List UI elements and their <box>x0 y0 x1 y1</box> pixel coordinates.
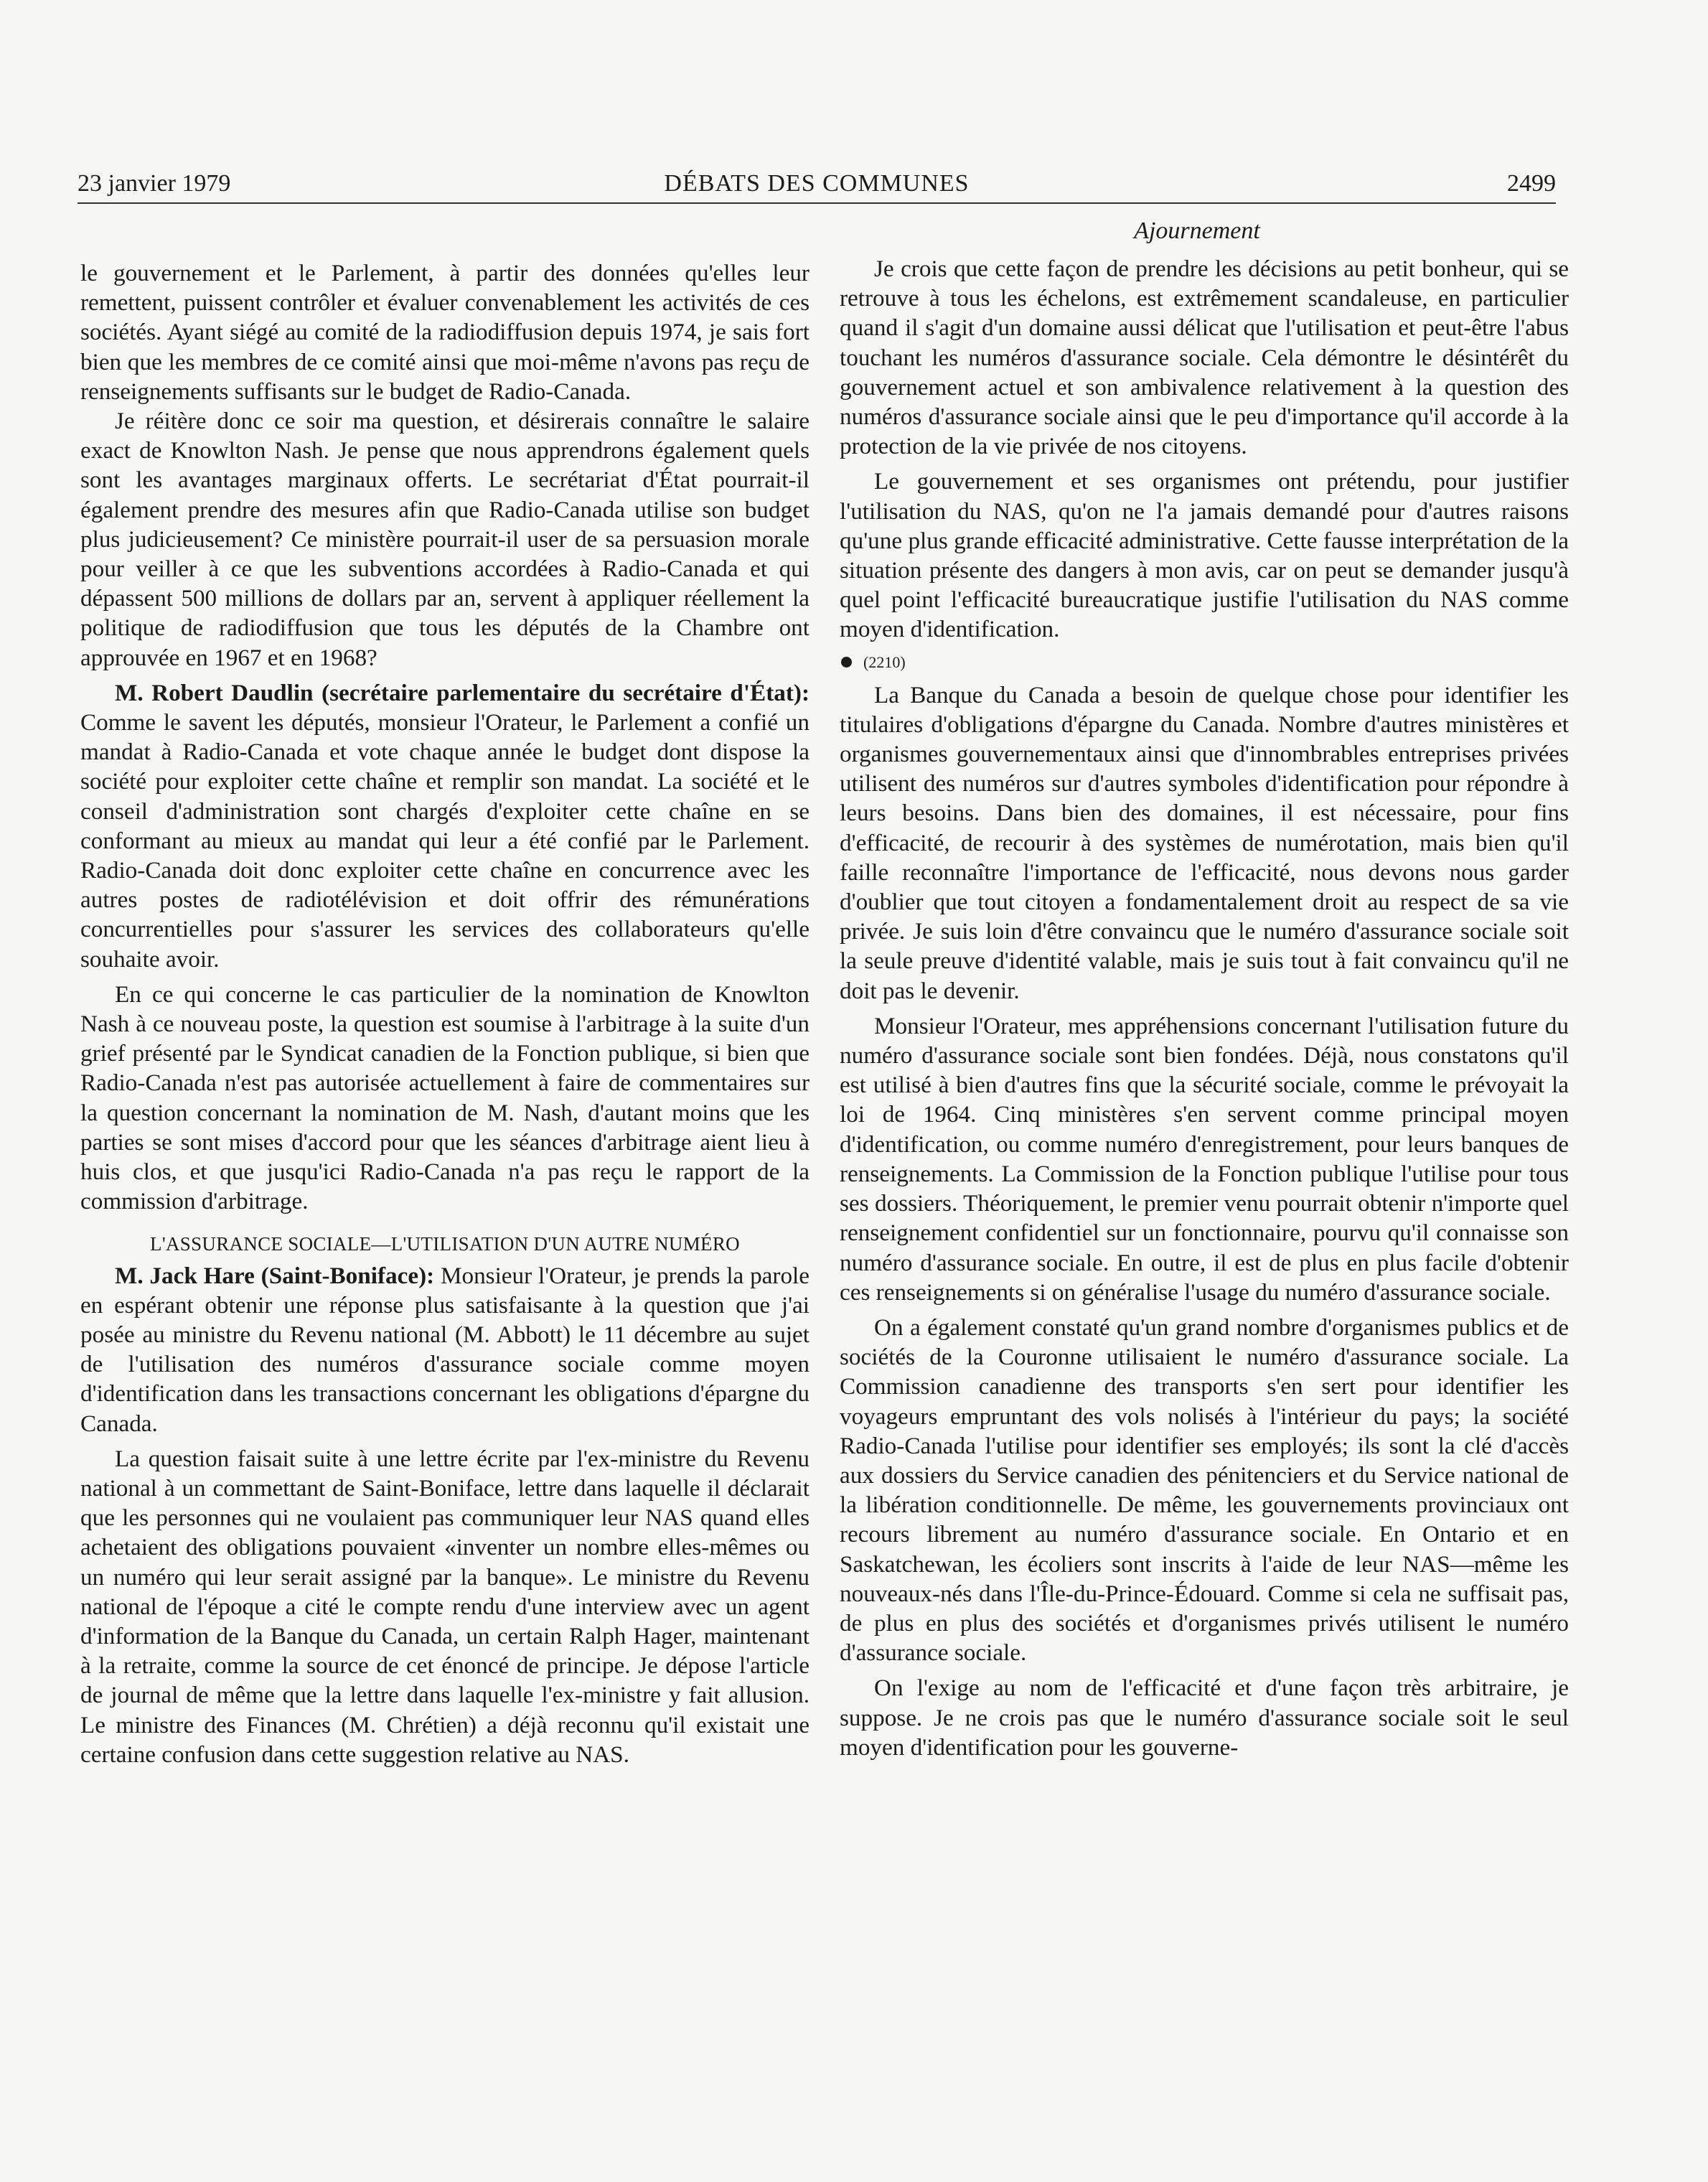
paragraph: Je réitère donc ce soir ma question, et désirerais connaître le salaire exact de Knowlton Nash. Je pense que nous apprendrons également quels sont les avantages marginaux offerts. Le secrétariat d'État pourrait-il également prendre des mesures afin que Radio-Canada utilise son budget plus judicieusement? Ce ministère pourrait-il user de sa persuasion morale pour veiller à ce que les subventions accordées à Radio-Canada et qui dépassent 500 millions de dollars par an, servent à appliquer réellement la politique de radiodiffusion que tous les députés de la Chambre ont approuvée en 1967 et en 1968? <box>80 408 810 671</box>
paragraph: La Banque du Canada a besoin de quelque chose pour identifier les titulaires d'obligations d'épargne du Canada. Nombre d'autres ministères et organismes gouvernementaux ainsi que d'innombrables entreprises privées utilisent des numéros sur d'autres symboles d'identification pour répondre à leurs besoins. Dans bien des domaines, il est nécessaire, pour fins d'efficacité, de recourir à des systèmes de numérotation, mais bien qu'il faille reconnaître l'importance de l'efficacité, nous devons nous garder d'oublier que tout citoyen a fondamentalement droit au respect de sa vie privée. Je suis loin d'être convaincu que le numéro d'assurance sociale soit la seule preuve d'identité valable, mais je suis tout à fait convaincu qu'il ne doit pas le devenir. <box>840 681 1569 1004</box>
speaker-name: M. Robert Daudlin (secrétaire parlementaire du secrétaire d'État): <box>115 679 810 706</box>
section-heading: L'ASSURANCE SOCIALE—L'UTILISATION D'UN AUTRE NUMÉRO <box>150 1232 740 1255</box>
header-date: 23 janvier 1979 <box>78 170 231 197</box>
speech-text: Monsieur l'Orateur, je prends la parole en espérant obtenir une réponse plus satisfaisante à la question que j'ai posée au ministre du Revenu national (M. Abbott) le 11 décembre au sujet de l'utilisation des numéros d'assurance sociale comme moyen d'identification dans les transactions concernant les obligations d'épargne du Canada. <box>80 1262 810 1437</box>
right-column <box>840 254 1569 1762</box>
speech-paragraph <box>80 1261 810 1438</box>
speech-paragraph <box>80 678 810 974</box>
paragraph: On a également constaté qu'un grand nombre d'organismes publics et de sociétés de la Couronne utilisaient le numéro d'assurance sociale. La Commission canadienne des transports s'en sert pour identifier les voyageurs empruntant des vols nolisés à l'intérieur du pays; la société Radio-Canada l'utilise pour identifier ses employés; ils sont la clé d'accès aux dossiers du Service canadien des pénitenciers et du Service national de la libération conditionnelle. De même, les gouvernements provinciaux ont recours librement au numéro d'assurance sociale. En Ontario et en Saskatchewan, les écoliers sont inscrits à l'aide de leur NAS—même les nouveaux-nés dans l'Île-du-Prince-Édouard. Comme si cela ne suffisait pas, de plus en plus des sociétés et d'organismes privés utilisent le numéro d'assurance sociale. <box>840 1314 1569 1667</box>
paragraph: Le gouvernement et ses organismes ont prétendu, pour justifier l'utilisation du NAS, qu'on ne l'a jamais demandé pour d'autres raisons qu'une plus grande efficacité administrative. Cette fausse interprétation de la situation présente des dangers à mon avis, car on peut se demander jusqu'à quel point l'efficacité bureaucratique justifie l'utilisation du NAS comme moyen d'identification. <box>840 468 1569 643</box>
header-title: DÉBATS DES COMMUNES <box>664 170 970 197</box>
paragraph: La question faisait suite à une lettre écrite par l'ex-ministre du Revenu national à un commettant de Saint-Boniface, lettre dans laquelle il déclarait que les personnes qui ne voulaient pas communiquer leur NAS quand elles achetaient des obligations pouvaient «inventer un nombre elles-mêmes ou un numéro qui leur serait assigné par la banque». Le ministre du Revenu national de l'époque a cité le compte rendu d'une interview avec un agent d'information de la Banque du Canada, un certain Ralph Hager, maintenant à la retraite, comme la source de cet énoncé de principe. Je dépose l'article de journal de même que la lettre dans laquelle l'ex-ministre y fait allusion. Le ministre des Finances (M. Chrétien) a déjà reconnu qu'il existait une certaine confusion dans cette suggestion relative au NAS. <box>80 1445 810 1768</box>
paragraph: En ce qui concerne le cas particulier de la nomination de Knowlton Nash à ce nouveau poste, la question est soumise à l'arbitrage à la suite d'un grief présenté par le Syndicat canadien de la Fonction publique, si bien que Radio-Canada n'est pas autorisée actuellement à faire de commentaires sur la question concernant la nomination de M. Nash, d'autant moins que les parties se sont mises d'accord pour que les séances d'arbitrage aient lieu à huis clos, et que jusqu'ici Radio-Canada n'a pas reçu le rapport de la commission d'arbitrage. <box>80 980 810 1215</box>
bullet-dot-icon <box>841 657 852 668</box>
paragraph: On l'exige au nom de l'efficacité et d'une façon très arbitraire, je suppose. Je ne crois pas que le numéro d'assurance sociale soit le seul moyen d'identification pour les gouverne- <box>840 1675 1569 1761</box>
paragraph: Je crois que cette façon de prendre les décisions au petit bonheur, qui se retrouve à tous les échelons, est extrêmement scandaleuse, en particulier quand il s'agit d'un domaine aussi délicat que l'utilisation et peut-être l'abus touchant les numéros d'assurance sociale. Cela démontre le désintérêt du gouvernement actuel et son ambivalence relativement à la question des numéros d'assurance sociale ainsi que le peu d'importance qu'il accorde à la protection de la vie privée de nos citoyens. <box>840 256 1569 460</box>
speech-text: Comme le savent les députés, monsieur l'Orateur, le Parlement a confié un mandat à Radio-Canada et vote chaque année le budget dont dispose la société pour exploiter cette chaîne et remplir son mandat. La société et le conseil d'administration sont chargés d'exploiter cette chaîne en se conformant au mieux au mandat qui leur a été confié par le Parlement. Radio-Canada doit donc exploiter cette chaîne en concurrence avec les autres postes de radiotélévision et doit offrir des rémunérations concurrentielles pour s'assurer les services des collaborateurs qu'elle souhaite avoir. <box>80 709 810 973</box>
page-header <box>78 164 1556 204</box>
paragraph: Monsieur l'Orateur, mes appréhensions concernant l'utilisation future du numéro d'assurance sociale sont bien fondées. Déjà, nous constatons qu'il est utilisé à bien d'autres fins que la sécurité sociale, comme le prévoyait la loi de 1964. Cinq ministères s'en servent comme principal moyen d'identification, ou comme numéro d'enregistrement, pour leurs banques de renseignements. La Commission de la Fonction publique l'utilise pour tous ses dossiers. Théoriquement, le premier venu pourrait obtenir n'importe quel renseignement confidentiel sur un fonctionnaire, pourvu qu'il connaisse son numéro d'assurance sociale. En outre, il est de plus en plus facile d'obtenir ces renseignements si on généralise l'usage du numéro d'assurance sociale. <box>840 1012 1569 1306</box>
paragraph: le gouvernement et le Parlement, à partir des données qu'elles leur remettent, puissent contrôler et évaluer convenablement les activités de ces sociétés. Ayant siégé au comité de la radiodiffusion depuis 1974, je sais fort bien que les membres de ce comité ainsi que moi-même n'avons pas reçu de renseignements suffisants sur le budget de Radio-Canada. <box>80 260 810 405</box>
time-marker-text: (2210) <box>863 652 906 671</box>
time-marker <box>840 650 1569 675</box>
left-column <box>80 258 810 1769</box>
section-subheader: Ajournement <box>1134 217 1260 244</box>
speaker-name: M. Jack Hare (Saint-Boniface): <box>115 1262 435 1289</box>
page-number: 2499 <box>1507 170 1556 197</box>
